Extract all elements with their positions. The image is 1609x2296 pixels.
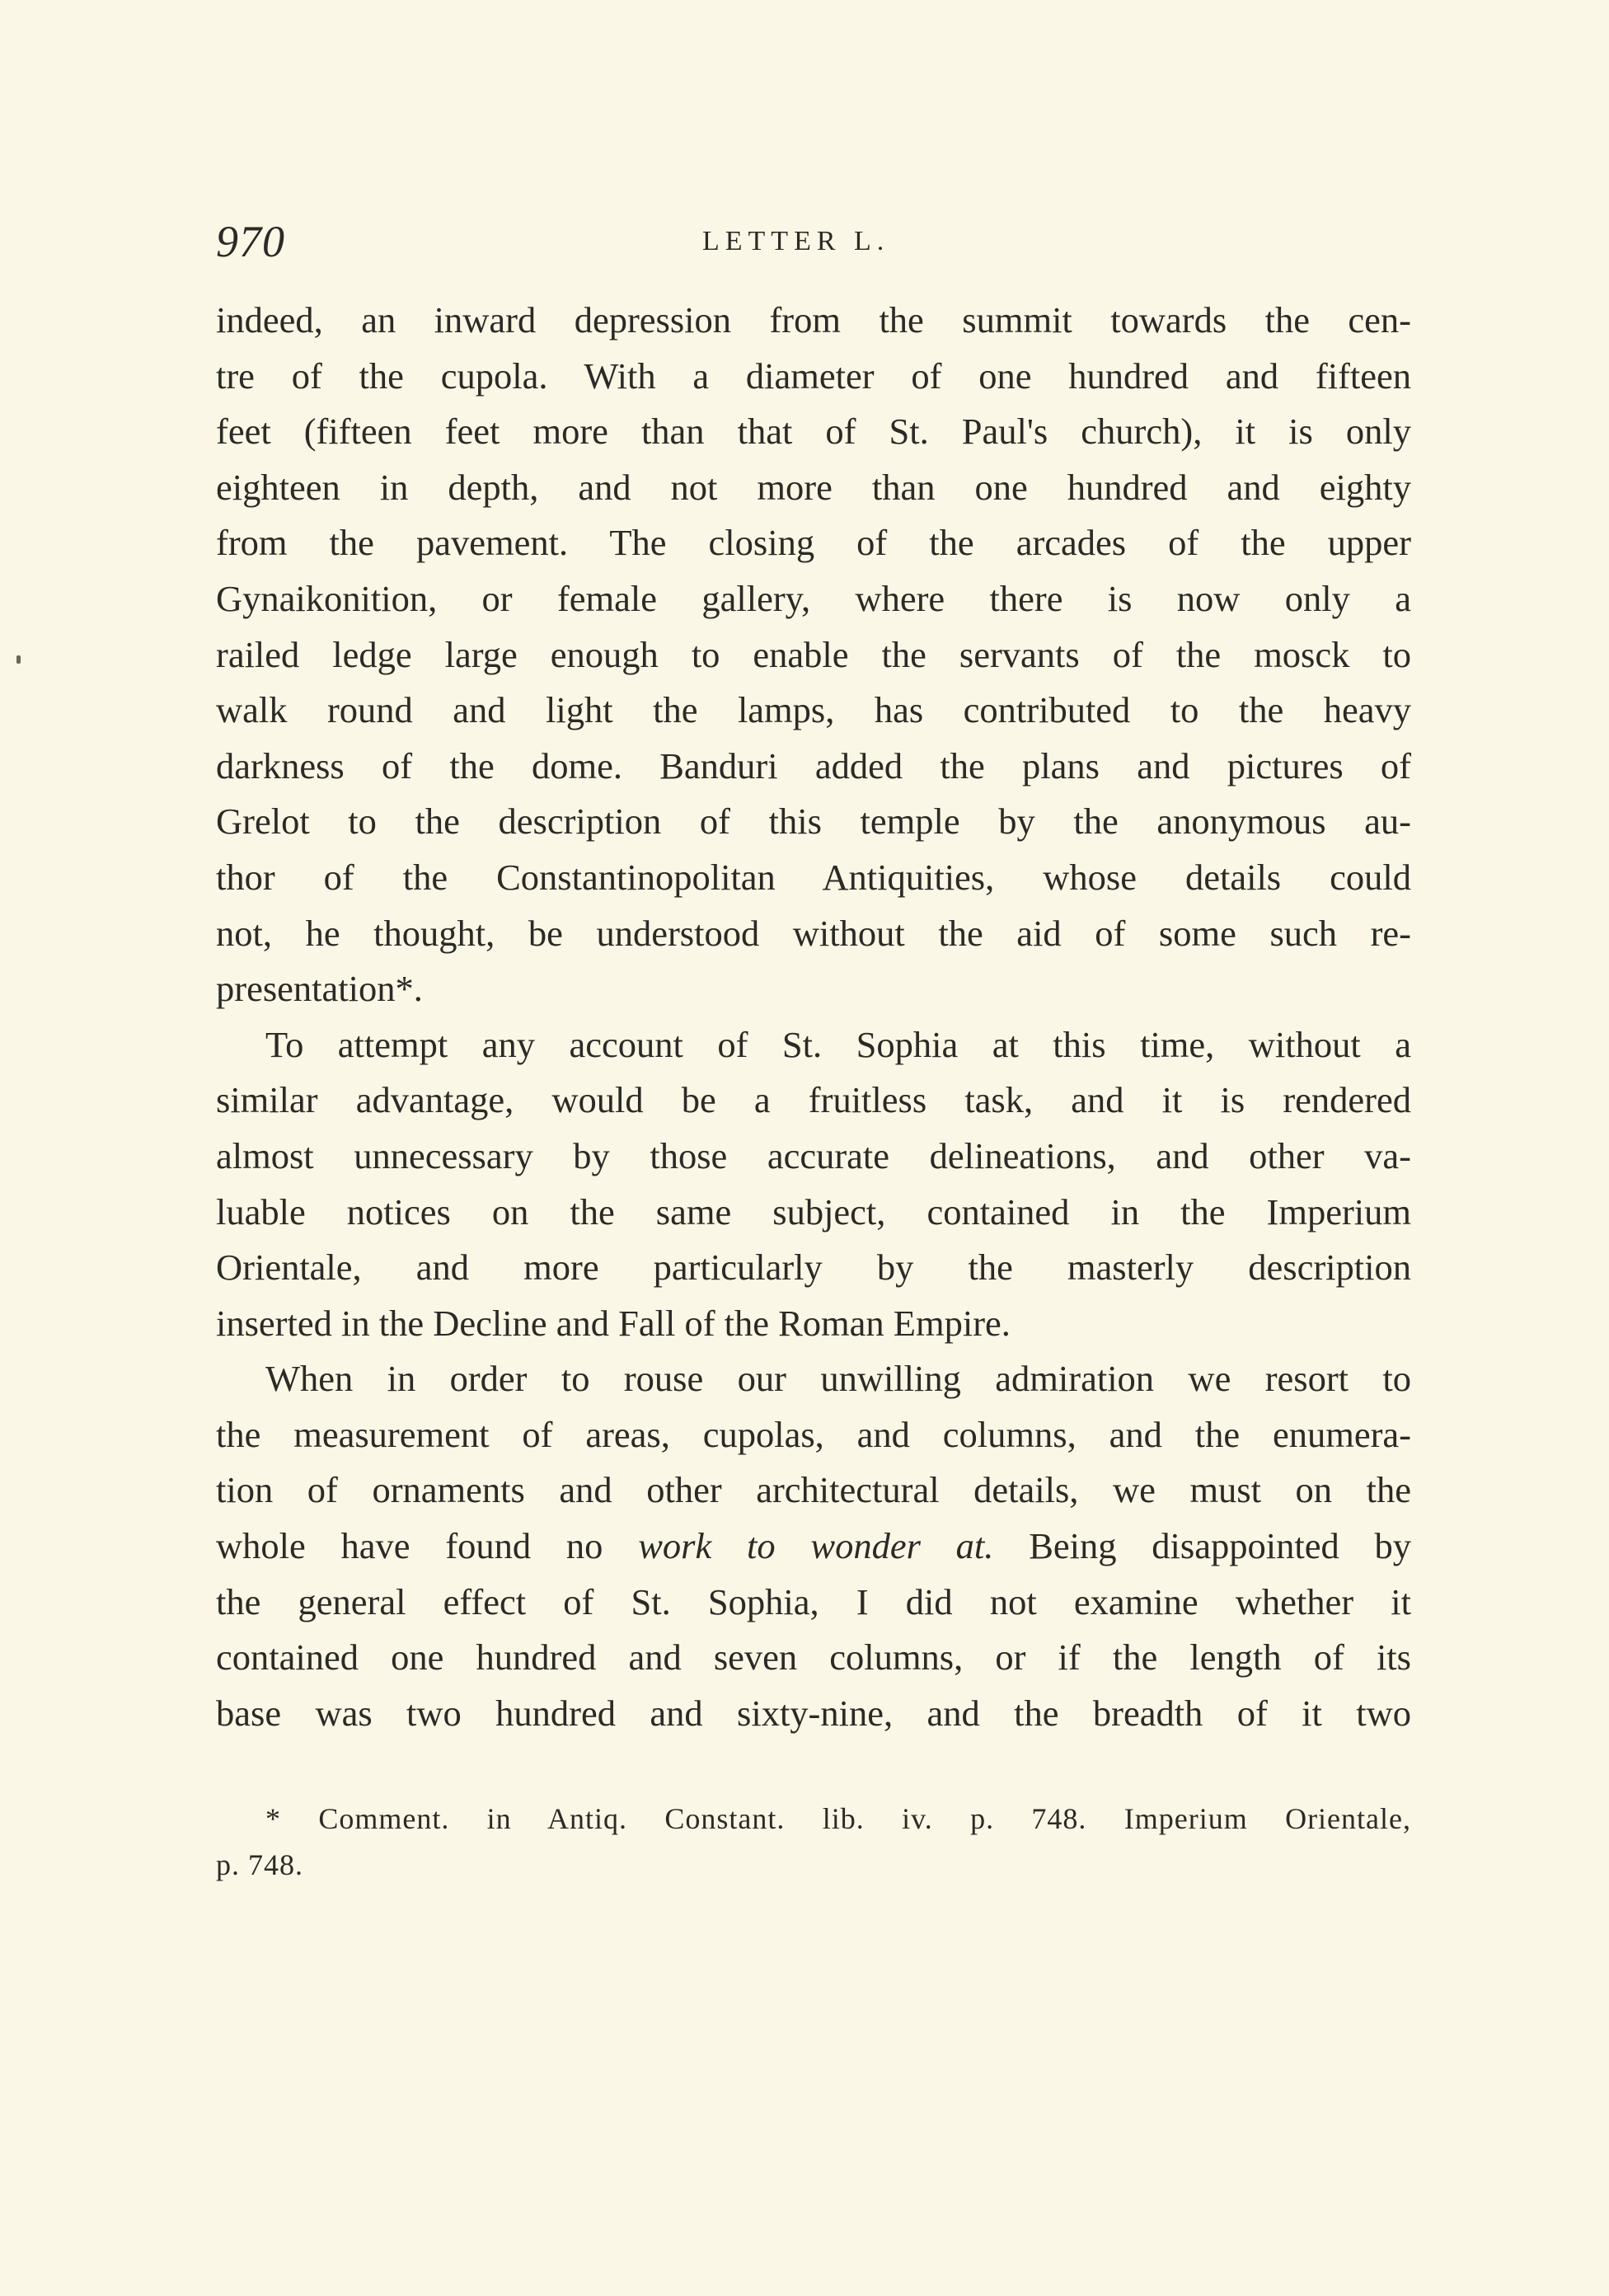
text-line: When in order to rouse our unwilling admiration we resort to xyxy=(265,1358,1411,1400)
text-line: Gynaikonition, or female gallery, where there is now only a xyxy=(216,577,1411,619)
page-header xyxy=(216,213,1411,270)
text-line-with-italic xyxy=(216,1519,1411,1575)
margin-mark xyxy=(16,655,21,664)
text-line: the general effect of St. Sophia, I did not examine whether it xyxy=(216,1580,1411,1622)
text-line: thor of the Constantinopolitan Antiquities, whose details could xyxy=(216,856,1411,898)
text-span: Being disappointed by xyxy=(993,1525,1411,1567)
text-line: not, he thought, be understood without the aid of some such re- xyxy=(216,912,1411,954)
text-line: from the pavement. The closing of the arcades of the upper xyxy=(216,522,1411,564)
footnote-line: p. 748. xyxy=(216,1848,303,1881)
text-line: eighteen in depth, and not more than one hundred and eighty xyxy=(216,466,1411,508)
text-line: almost unnecessary by those accurate delineations, and other va- xyxy=(216,1134,1411,1176)
text-line: indeed, an inward depression from the summit towards the cen- xyxy=(216,299,1411,340)
text-line: presentation*. xyxy=(216,968,423,1010)
text-line: Orientale, and more particularly by the masterly description xyxy=(216,1247,1411,1289)
italic-quote: work to wonder at. xyxy=(638,1525,994,1567)
text-span: whole have found no xyxy=(216,1525,639,1567)
text-line: base was two hundred and sixty-nine, and the breadth of it two xyxy=(216,1692,1411,1734)
footnote xyxy=(216,1796,1411,1888)
text-line: the measurement of areas, cupolas, and columns, and the enumera- xyxy=(216,1413,1411,1455)
text-line: darkness of the dome. Banduri added the plans and pictures of xyxy=(216,744,1411,786)
text-line: railed ledge large enough to enable the servants of the mosck to xyxy=(216,633,1411,675)
text-line: luable notices on the same subject, contained in the Imperium xyxy=(216,1190,1411,1233)
text-line: tre of the cupola. With a diameter of one hundred and fifteen xyxy=(216,354,1411,397)
text-line: Grelot to the description of this temple by the anonymous au- xyxy=(216,801,1411,843)
running-head: LETTER L. xyxy=(702,226,890,256)
text-line: tion of ornaments and other architectural details, we must on the xyxy=(216,1469,1411,1511)
body-text xyxy=(216,293,1411,1741)
text-line: feet (fifteen feet more than that of St. Paul's church), it is only xyxy=(216,411,1411,453)
footnote-line: * Comment. in Antiq. Constant. lib. iv. p. 748. Imperium Orientale, xyxy=(265,1802,1411,1835)
text-line: similar advantage, would be a fruitless task, and it is rendered xyxy=(216,1079,1411,1121)
text-line: inserted in the Decline and Fall of the Roman Empire. xyxy=(216,1302,1011,1344)
text-line: To attempt any account of St. Sophia at this time, without a xyxy=(265,1023,1411,1065)
text-line: walk round and light the lamps, has contributed to the heavy xyxy=(216,689,1411,731)
page-number: 970 xyxy=(216,217,285,266)
text-line: contained one hundred and seven columns, or if the length of its xyxy=(216,1636,1411,1679)
